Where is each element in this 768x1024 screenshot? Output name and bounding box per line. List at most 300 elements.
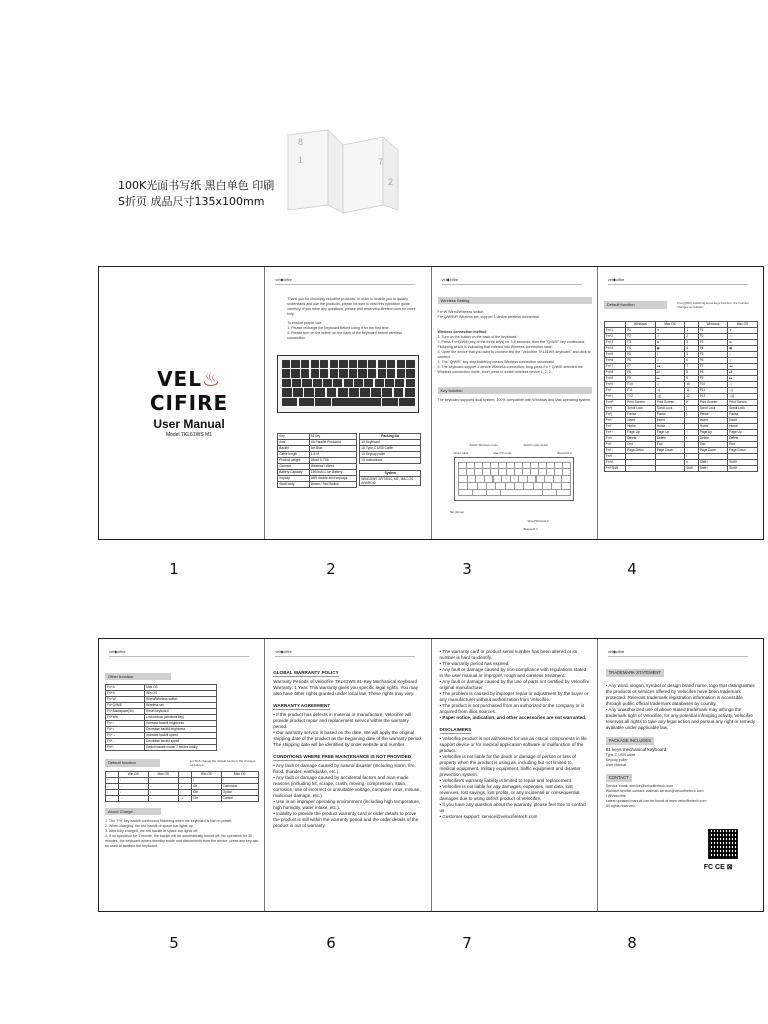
key [282, 388, 292, 396]
fold-diagram [268, 125, 418, 215]
key [330, 369, 338, 377]
fn-table-cell: ◁ [655, 382, 685, 388]
page-number: 8 [627, 934, 637, 952]
arrow-table-row [106, 796, 259, 802]
prep-1: 1. Please recharge the keyboard before using it for the first time. [287, 326, 390, 330]
fn-table-cell: End [728, 442, 758, 448]
fn-table-cell: Page Down [698, 448, 728, 454]
fn-table-cell: Fn+] [604, 412, 625, 418]
packing-column [359, 433, 421, 488]
callout: Wired cable [453, 451, 469, 455]
cover-logo [119, 367, 259, 438]
contact-social: f @Velocifire [605, 794, 626, 798]
fn-table-cell: F1 [626, 328, 656, 334]
fn-table-cell: Fn+2 [604, 334, 625, 340]
agreement-item: • If the product has defects in material or manufacture, Velocifire will provide product repair and replacement service within the warranty period. [273, 712, 412, 729]
fn-table-cell: 4 [685, 346, 698, 352]
fn-table-cell: F5 [626, 352, 656, 358]
key [282, 398, 298, 406]
key [385, 379, 394, 387]
fn-table-cell: Scroll Lock [655, 406, 685, 412]
fn-table-cell: Fn+↓ [604, 448, 625, 454]
agreement-item: • Our warranty service is based on the date. We will apply the original shipping date of the product as the beginning date of the warranty period. The shipping date will be identified by order website and number. [273, 730, 423, 747]
fn-table-cell: Insert [698, 418, 728, 424]
other-function-bar: Other function [105, 673, 171, 680]
fn-table-cell: ] [685, 412, 698, 418]
spec-row [278, 476, 357, 482]
print-spec-line-2: S折页 成品尺寸135x100mm [118, 195, 265, 208]
key [397, 369, 405, 377]
package-item: Type-C USB cable [605, 753, 636, 757]
disclaimer-item: • Velocifire's warranty liability is limited to repair and replacement. [439, 778, 573, 783]
fn-table-cell: Shift+ [728, 460, 758, 466]
packing-table [359, 433, 421, 464]
fn-table-head [604, 301, 758, 309]
fn-table-cell: F7 [626, 364, 656, 370]
fn-table-cell: F1 [698, 328, 728, 334]
fn-table-cell: ⊞ [655, 340, 685, 346]
page-header: vel◆cifire [275, 649, 415, 657]
intro-block [287, 297, 417, 341]
arrow-table-cell: ↑ [119, 778, 148, 784]
fn-table-cell: Fn+/ [604, 436, 625, 442]
fn-table-cell: Print Screen [728, 400, 758, 406]
fn-table-cell: 5 [685, 352, 698, 358]
spec-value: Brown / Red Switch [309, 482, 356, 488]
key [378, 360, 386, 368]
key [387, 369, 395, 377]
fn-table-cell: Fn+1 [604, 328, 625, 334]
fn-table-cell: F8 [626, 370, 656, 376]
callout: Mac OS mode [493, 451, 512, 455]
disclaimer-item: • Velocifire is not liable for any damages, expenses, lost data, lost revenues, lost savings, lost profits, or any incidental or consequential damages due to using defect product of Velocifire. [439, 784, 580, 801]
fn-table-cell: F11 [626, 388, 656, 394]
arrow-table-col: Mac OS [148, 772, 179, 778]
model-number: Model TKL61WS M1 [165, 432, 213, 438]
page-number: 1 [169, 560, 179, 578]
fn-table-cell: P [685, 400, 698, 406]
key [406, 379, 415, 387]
key [311, 369, 319, 377]
key [301, 369, 309, 377]
fn-table-cell: . [685, 442, 698, 448]
disclaimer-item: • If you have any question about the warranty, please feel free to contact us. [439, 802, 587, 813]
fn-table-cell: Shift [685, 466, 698, 472]
packing-item: 1X Keycap puller [360, 452, 421, 458]
arrow-key-table [105, 771, 259, 802]
fn-table-cell: ▦ [728, 346, 758, 352]
fold-num-2: 1 [298, 155, 304, 165]
callout: Tab (Arrow) [449, 510, 464, 514]
fn-table-cell [655, 466, 685, 472]
fn-table-cell: Fn+8 [604, 370, 625, 376]
arrow-table-cell: ← [119, 784, 148, 790]
key [405, 388, 415, 396]
key [358, 369, 366, 377]
page-1-cover [99, 267, 265, 539]
key [315, 398, 331, 406]
other-function-table [105, 684, 217, 751]
fn-table-cell: 6 [685, 358, 698, 364]
wireless-set-text: Fn+Q/W/E/R Wireless set, support 3 device wireless connection [437, 315, 540, 319]
fn-table-cell: Print Screen [626, 400, 656, 406]
key [293, 388, 303, 396]
fn-table-cell: Fn+= [604, 394, 625, 400]
warranty-text: Warranty Periods of Velocifire TKL61WS 61-Key Mechanical Keyboard Warranty: 1 Year. This warranty gives you specific legal rights. You may also have other rights granted under local law. These rights may vary. [273, 679, 419, 696]
arrow-table-col: Win OS [192, 772, 221, 778]
fn-change-note: Fn+Q(Win) switching some keys function, the function changes as follows: [677, 301, 749, 309]
key [360, 388, 370, 396]
fn-table-cell: Page Up [728, 430, 758, 436]
fn-table-cell: ◁) [728, 388, 758, 394]
fn-table-cell: Page Up [626, 430, 656, 436]
key [339, 369, 347, 377]
fn-table-cell: Page Down [626, 448, 656, 454]
page-header: vel◆cifire [608, 649, 748, 657]
fn-table-cell: Fn+↑ [604, 430, 625, 436]
keyboard-diagram [454, 457, 574, 501]
page-6 [265, 639, 431, 911]
key [406, 369, 414, 377]
warranty-section [273, 667, 423, 829]
fn-table-cell: ▸▸ [728, 376, 758, 382]
conditions-title: CONDITIONS WHERE FREE MAINTENANCE IS NOT PROVIDED [273, 754, 412, 759]
fn-table-cell: ♪ [655, 352, 685, 358]
key [311, 360, 319, 368]
fn-table-cell: I [685, 454, 698, 460]
fn-table-cell: ♪ [728, 352, 758, 358]
other-function-cell: Lock/unlock (windows key) [145, 715, 217, 721]
key-function-bar: Key function [438, 387, 592, 394]
page-4 [598, 267, 763, 539]
fn-table-cell: Fn+- [604, 388, 625, 394]
default-function-bar: Default function [105, 759, 160, 767]
fn-table-cell: Fn+6 [604, 358, 625, 364]
fn-table-cell: Fn+Shift [604, 466, 625, 472]
other-function-cell: Fn+\ [106, 745, 145, 751]
wireless-switch-text: Fn+W Wired/Wireless switch [437, 310, 484, 314]
keyboard-image [277, 355, 419, 413]
page-number: 6 [326, 934, 336, 952]
fn-table-cell: Fn+7 [604, 364, 625, 370]
page-number: 3 [462, 560, 472, 578]
key [349, 388, 359, 396]
page-number: 7 [462, 934, 472, 952]
fn-table-cell: Pause [698, 412, 728, 418]
fn-table-cell: ▸‖ [728, 370, 758, 376]
fn-table-cell: Shift+ [698, 460, 728, 466]
key [500, 489, 543, 497]
key [344, 379, 353, 387]
fn-table-cell: 9 [685, 376, 698, 382]
fn-table-cell: End [626, 442, 656, 448]
intro-text: Thank you for choosing Velocifire products. In order to enable you to quickly understand and use the products, please be sure to read this operation guide carefully. If you have any questions, please visit www.velocifiretech.com for more help. [287, 297, 416, 316]
key [282, 360, 290, 368]
arrow-table-cell: → [179, 796, 192, 802]
fn-table-cell: F9 [698, 376, 728, 382]
other-function-cell: Fn+A [106, 685, 145, 691]
callout: Bluetooth 2 [557, 451, 572, 455]
trademark-item: • Any unauthorized use of above stated trademark may infringe the trademark right of Velocifire, for any potential infringing activity, Velocifire reserves all rights to take any legal action and pursue any right or remedy available under applicable law. [605, 707, 756, 730]
fn-table-cell: F9 [626, 376, 656, 382]
arrow-table-cell: ↑ [179, 778, 192, 784]
key [333, 379, 342, 387]
fn-table-cell: 8 [685, 370, 698, 376]
key [323, 379, 332, 387]
fn-table-cell: ♫ [728, 358, 758, 364]
page-header: vel◆cifire [109, 649, 249, 657]
arrow-table-cell: ↓ [119, 790, 148, 796]
fn-table-cell: Scroll Lock [626, 406, 656, 412]
fn-table-cell: F3 [626, 340, 656, 346]
fold-num-1: 8 [298, 137, 304, 147]
fn-table-col: Mac OS [728, 322, 758, 328]
fn-table-cell: End [698, 442, 728, 448]
page-header: vel◆cifire [275, 277, 415, 285]
fn-table-cell: K [685, 460, 698, 466]
arrow-table-col: Win OS [119, 772, 148, 778]
arrow-table-cell: Control [221, 796, 258, 802]
arrow-table-cell: ↓ [148, 790, 179, 796]
fn-table-cell: F5 [698, 352, 728, 358]
manual-title: User Manual [153, 417, 225, 431]
wireless-setting-bar: Wireless Setting [438, 297, 592, 304]
other-function-cell: Fn+W [106, 697, 145, 703]
fn-table-col: Windows [626, 322, 656, 328]
fn-table-cell: F4 [698, 346, 728, 352]
fn-table-cell: ▦ [655, 346, 685, 352]
key [339, 360, 347, 368]
system-value: WINDOWS XP/7/8/10, ME, MAC OS, ANDROID [360, 477, 421, 486]
fn-table-cell: ☀ [655, 328, 685, 334]
fn-table-cell: ◂◂ [728, 364, 758, 370]
arrow-table-cell: → [148, 796, 179, 802]
key [406, 360, 414, 368]
callout: Wired/Wireless 2 [527, 519, 549, 523]
spec-label: Product weight [278, 458, 310, 464]
spec-label: Axis [278, 440, 310, 446]
fn-table-cell: ↑ [685, 430, 698, 436]
arrow-table-cell: ← [106, 784, 119, 790]
arrow-table-cell: / [192, 778, 221, 784]
key [291, 369, 299, 377]
key [338, 388, 348, 396]
fn-table-cell: Fn+4 [604, 346, 625, 352]
other-function-cell: Fn+→ [106, 733, 145, 739]
key [395, 379, 404, 387]
fn-table-cell: 2 [685, 334, 698, 340]
callout: Switch Windows mode [469, 443, 498, 447]
method-step: 4. The "Q/W/E" key stop flickering means Wireless connection successful. [437, 360, 556, 364]
spec-value: About 0.71lb [309, 458, 356, 464]
fn-table-cell: ☼ [728, 334, 758, 340]
condition-item: • Any fault or damage caused by the use of parts not certified by Velocifire original manufacturer. [439, 679, 590, 690]
package-title: PACKAGE INCLUDES [606, 737, 654, 745]
fn-table-cell: Page Up [698, 430, 728, 436]
key [332, 398, 381, 406]
condition-item: • The problem is caused by improper repair or adjustment by the buyer or any manufacturer without authorization from Velocifire. [439, 691, 589, 702]
key [556, 489, 571, 497]
fn-table-cell: ◁)) [728, 394, 758, 400]
system-title: System [360, 471, 421, 477]
page-8 [598, 639, 763, 911]
fn-table-cell: Fn+0 [604, 382, 625, 388]
key [291, 360, 299, 368]
spec-table [277, 433, 357, 488]
key [394, 388, 404, 396]
key [302, 379, 311, 387]
flame-icon: ♨ [201, 367, 221, 391]
about-charge-bar: About Charge [105, 808, 161, 815]
packing-item: 1X Type-C USB Cable [360, 446, 421, 452]
bottom-strip [98, 638, 764, 912]
fn-table-cell: Fn+9 [604, 376, 625, 382]
fn-table-cell: F8 [698, 370, 728, 376]
fn-table-cell: 10 [685, 382, 698, 388]
key [368, 360, 376, 368]
condition-item: • Any fault or damage caused by accidental factors and man-made reasons (including hit, scrape, crash, moving, compression, stain, corrosion, use of incorrect or unsuitable voltage, computer virus, misuse, malicious damage, etc.). [273, 775, 421, 798]
spec-label: Backlit [278, 446, 310, 452]
fn-table-cell: ▸‖ [655, 370, 685, 376]
other-function-cell: Mac OS [145, 685, 217, 691]
key [371, 388, 381, 396]
qr-code [708, 829, 738, 859]
key [397, 360, 405, 368]
arrow-table-cell: ↓ [179, 790, 192, 796]
spec-value: 61 key [309, 434, 356, 440]
charge-notes [105, 819, 259, 849]
package-item: Keycap puller [605, 758, 628, 762]
fn-table-cell: 12 [685, 394, 698, 400]
key [349, 369, 357, 377]
fold-num-4: 2 [388, 177, 394, 187]
cert-icons: FC CE ⊠ [703, 864, 733, 871]
key [315, 388, 325, 396]
fn-table-cell: F11 [698, 388, 728, 394]
key [378, 369, 386, 377]
spec-value: Ice Blue [309, 446, 356, 452]
fn-table-cell: F6 [698, 358, 728, 364]
method-step: 3. Open the device that you want to connect find the "Velocifire TKL61WS keyboard" and click to connect. [437, 350, 591, 359]
key [299, 398, 315, 406]
fn-table-cell: Fn+. [604, 442, 625, 448]
page-header: vel◆cifire [608, 277, 748, 285]
page-header: vel◆cifire [442, 277, 582, 285]
charge-note: 4. If no operation for 1 minute, the backlit will be automatically turned off. No operation for 30 minutes, the keyboard enters standby mode and disconnects from the device, press any key can be used to awaken the keyboard. [105, 834, 259, 848]
fn-table-cell: Fn+' [604, 424, 625, 430]
key [313, 379, 322, 387]
key [320, 360, 328, 368]
fn-table-cell: Pause [728, 412, 758, 418]
fn-key-table [604, 321, 758, 472]
fn-table-cell: Delete [626, 436, 656, 442]
arrow-table-cell: Option [221, 790, 258, 796]
fn-table-cell [626, 466, 656, 472]
callout: Bluetooth 3 [523, 527, 538, 531]
contact-rights: All rights reserved. [605, 804, 636, 808]
other-function-cell: Switch backlit mode/ 7 modes totally [145, 745, 217, 751]
key [282, 379, 291, 387]
fn-table-cell: Page Up [655, 430, 685, 436]
other-function [105, 673, 259, 849]
arrow-table-cell: ↑ [148, 778, 179, 784]
spec-value: VA Parallel Produced [309, 440, 356, 446]
arrow-table-col: Mac OS [221, 772, 258, 778]
conditions-continued [440, 649, 590, 820]
condition-item: • The warranty card or product serial number has been altered or its number is hard to identify. [439, 649, 578, 660]
charge-note: 3. After fully charged, the red backlit of space bar lights off. [105, 829, 199, 833]
fn-table-cell: Fn+5 [604, 352, 625, 358]
fn-table-cell: Shift+ [698, 466, 728, 472]
charge-note: 2. When charging, the red backlit of space bar lights up. [105, 824, 194, 828]
spec-area [277, 433, 421, 488]
page-3 [432, 267, 598, 539]
contact-email: Service email: service@velocifiretech.com [605, 784, 674, 788]
other-function-row [106, 745, 217, 751]
disclaimers-title: DISCLAIMERS [439, 727, 472, 732]
fn-table-cell: 7 [685, 364, 698, 370]
fn-table-cell: Home [728, 424, 758, 430]
key [330, 360, 338, 368]
method-step: 5. The keyboard support 3 device Wireless connection, long press Fn + Q/W/E selected the Wireless connection mode, short press to switch wireless device 1, 2, 3. [437, 365, 583, 374]
fold-num-3: 7 [378, 157, 384, 167]
fn-table-cell: ☀ [728, 328, 758, 334]
key-function-desc: The keyboard supports dual system, 100% compatible with Windows and Mac operating system. [437, 398, 592, 402]
callout: Switch mode switch [523, 443, 549, 447]
page-number: 2 [326, 560, 336, 578]
charge-note: 1. The "Fn" key backlit continuous flickering when the keyboard is low on power. [105, 819, 233, 823]
other-function-cell: Win OS [145, 691, 217, 697]
fn-table-cell: / [685, 436, 698, 442]
key [304, 388, 314, 396]
fn-table-cell: Delete [655, 436, 685, 442]
fn-table-cell: 1 [685, 328, 698, 334]
condition-item: • Any fault or damage caused by natural disaster (including storm, fire, flood, thunder, earthquake, etc.). [273, 763, 416, 774]
condition-item: • Paper notice, indication, and other accessories are not warranted. [439, 715, 587, 720]
fn-table-cell: Home [626, 424, 656, 430]
fn-table-cell: 11 [685, 388, 698, 394]
fn-table-cell: Insert [728, 418, 758, 424]
other-function-cell: Fn+↓ [106, 727, 145, 733]
fn-table-cell: F10 [698, 382, 728, 388]
fn-table-cell: Print Screen [698, 400, 728, 406]
fn-table-cell: 3 [685, 340, 698, 346]
top-strip [98, 266, 764, 540]
page-7 [432, 639, 598, 911]
arrow-table-cell: ↑ [106, 778, 119, 784]
fn-table-cell: Fn+P [604, 400, 625, 406]
disclaimer-item: • Customer support: service@velocifiretech.com [439, 814, 538, 819]
other-function-cell: Wireless set [145, 703, 217, 709]
fn-table-cell: F3 [698, 340, 728, 346]
spec-value: 1900mA Li-ion Battery [309, 470, 356, 476]
key [458, 489, 473, 497]
system-table [359, 470, 421, 486]
fn-table-cell: Insert [626, 418, 656, 424]
fn-table-cell: ▸▸ [655, 376, 685, 382]
fn-table-cell: F12 [698, 394, 728, 400]
package-item: 61 keys mechanical keyboard [605, 747, 667, 752]
other-function-cell: Decrease backlit brightness [145, 727, 217, 733]
other-function-cell: Increase backlit speed [145, 733, 217, 739]
method-title: Wireless connection method [437, 330, 487, 334]
key [349, 360, 357, 368]
fn-table-cell: ↓ [685, 448, 698, 454]
fn-table-cell: ♫ [655, 358, 685, 364]
other-function-cell: Reset keyboard [145, 709, 217, 715]
fn-table-cell: ; [685, 418, 698, 424]
packing-item: 1X Keyboard [360, 440, 421, 446]
